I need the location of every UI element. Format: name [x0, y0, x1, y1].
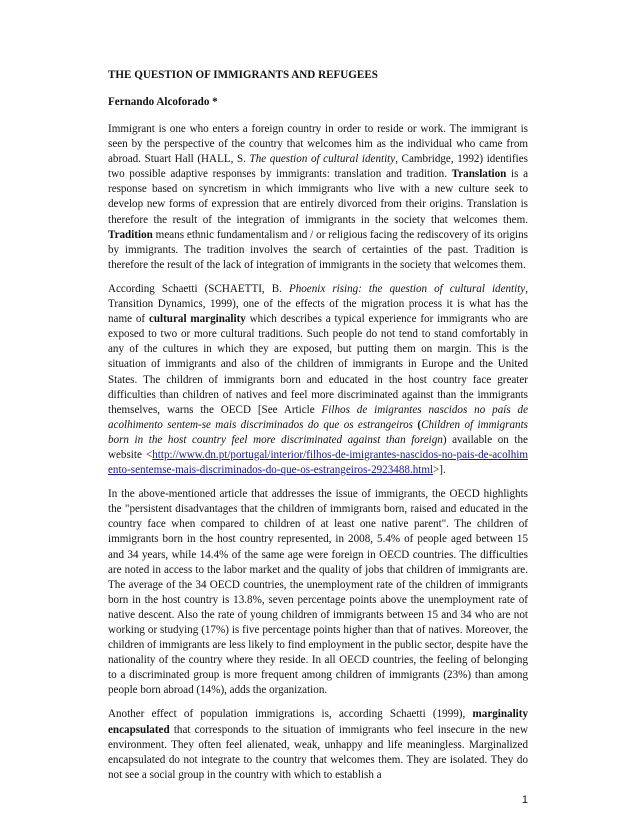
paragraph-1-text-e: is a response based on syncretism in which immigrants who live with a new culture seek to develop new forms of expression that are entirely divorced from their origins. Translation is therefore the result of the integration of immigrants in the society that welcomes them.	[108, 168, 528, 226]
paragraph-1-term-translation: Translation	[451, 168, 507, 181]
paragraph-2-book-title: Phoenix rising: the question of cultural identity	[288, 282, 526, 295]
paragraph-3: In the above-mentioned article that addresses the issue of immigrants, the OECD highlights the "persistent disadvantages that the children of immigrants born, raised and educated in the country face when compared to children of at least one native parent". The children of immigrants born in the host country represented, in 2008, 5.4% of people aged between 15 and 34 years, while 14.4% of the same age were foreign in OECD countries. The difficulties are noted in access to the labor market and the quality of jobs that children of immigrants are. The average of the 34 OECD countries, the unemployment rate of the children of immigrants born in the host country is 13.8%, seven percentage points above the unemployment rate of native descent. Also the rate of young children of immigrants between 15 and 34 who are not working or studying (17%) is five percentage points higher than that of natives. Moreover, the children of immigrants are less likely to find employment in the public sector, despite have the nationality of the country where they reside. In all OECD countries, the feeling of belonging to a discriminated group is more frequent among children of immigrants (23%) than among people born abroad (14%), adds the organization.	[108, 488, 528, 697]
paragraph-2-text-k: >].	[433, 464, 446, 477]
document-title: THE QUESTION OF IMMIGRANTS AND REFUGEES	[108, 69, 378, 81]
document-body	[108, 68, 528, 783]
paragraph-4-text-c: that corresponds to the situation of immigrants who feel insecure in the new environment. They often feel alienated, weak, unhappy and life meaningless. Marginalized encapsulated do not integrate to the country that welcomes them. They are isolated. They do not see a social group in the country with which to establish a	[108, 723, 528, 781]
paragraph-2-article-title-en: Children of immigrants born in the host country feel more discriminated against than foreign	[108, 418, 528, 446]
page-number: 1	[521, 794, 528, 806]
paragraph-1-text-c: , Cambridge, 1992) identifies two possible adaptive responses by immigrants: translation and tradition.	[108, 153, 528, 181]
article-link[interactable]: http://www.dn.pt/portugal/interior/filhos-de-imigrantes-nascidos-no-pais-de-acolhimento-sentemse-mais-discriminados-do-que-os-estrangeiros-2923488.html	[108, 448, 528, 477]
paragraph-2-text-c: , Transition Dynamics, 1999), one of the effects of the migration process it is what has the name of	[108, 282, 528, 326]
paragraph-1-text-a: Immigrant is one who enters a foreign country in order to reside or work. The immigrant is seen by the perspective of the country that welcomes him as the individual who came from abroad. Stuart Hall (HALL, S.	[108, 123, 528, 166]
paragraph-2-text-a: According Schaetti (SCHAETTI, B.	[108, 282, 289, 295]
paragraph-4-term-marginality-encapsulated: marginality encapsulated	[108, 708, 528, 736]
paragraph-1-book-title: The question of cultural identity	[249, 153, 396, 166]
paragraph-1-term-tradition: Tradition	[108, 228, 153, 241]
paragraph-2-text-e: which describes a typical experience for immigrants who are exposed to two or more cultural traditions. Such people do not tend to stand comfortably in any of the cultures in which they are exposed, but putting them on margin. This is the situation of immigrants and also of the children of immigrants in Europe and the United States. The children of immigrants born and educated in the host country face greater difficulties than children of natives and feel more discriminated against than the immigrants themselves, warns the OECD [See Article	[108, 313, 528, 416]
paragraph-1	[108, 122, 528, 273]
paragraph-2	[108, 282, 528, 478]
paragraph-2-open-paren: (	[417, 418, 422, 431]
document-author: Fernando Alcoforado *	[108, 96, 218, 108]
paragraph-2-article-title-pt: Filhos de imigrantes nascidos no país de acolhimento sentem-se mais discriminados do que os estrangeiros	[108, 403, 529, 431]
paragraph-4-text-a: Another effect of population immigrations is, according Schaetti (1999),	[108, 708, 473, 721]
paragraph-2-text-j: ) available on the website <	[108, 433, 528, 461]
paragraph-1-text-g: means ethnic fundamentalism and / or religious facing the rediscovery of its origins by immigrants. The tradition involves the search of certainties of the past. Tradition is therefore the result of the lack of integration of immigrants in the society that welcomes them.	[108, 228, 528, 271]
paragraph-2-term-cultural-marginality: cultural marginality	[148, 313, 246, 326]
paragraph-4	[108, 707, 528, 782]
